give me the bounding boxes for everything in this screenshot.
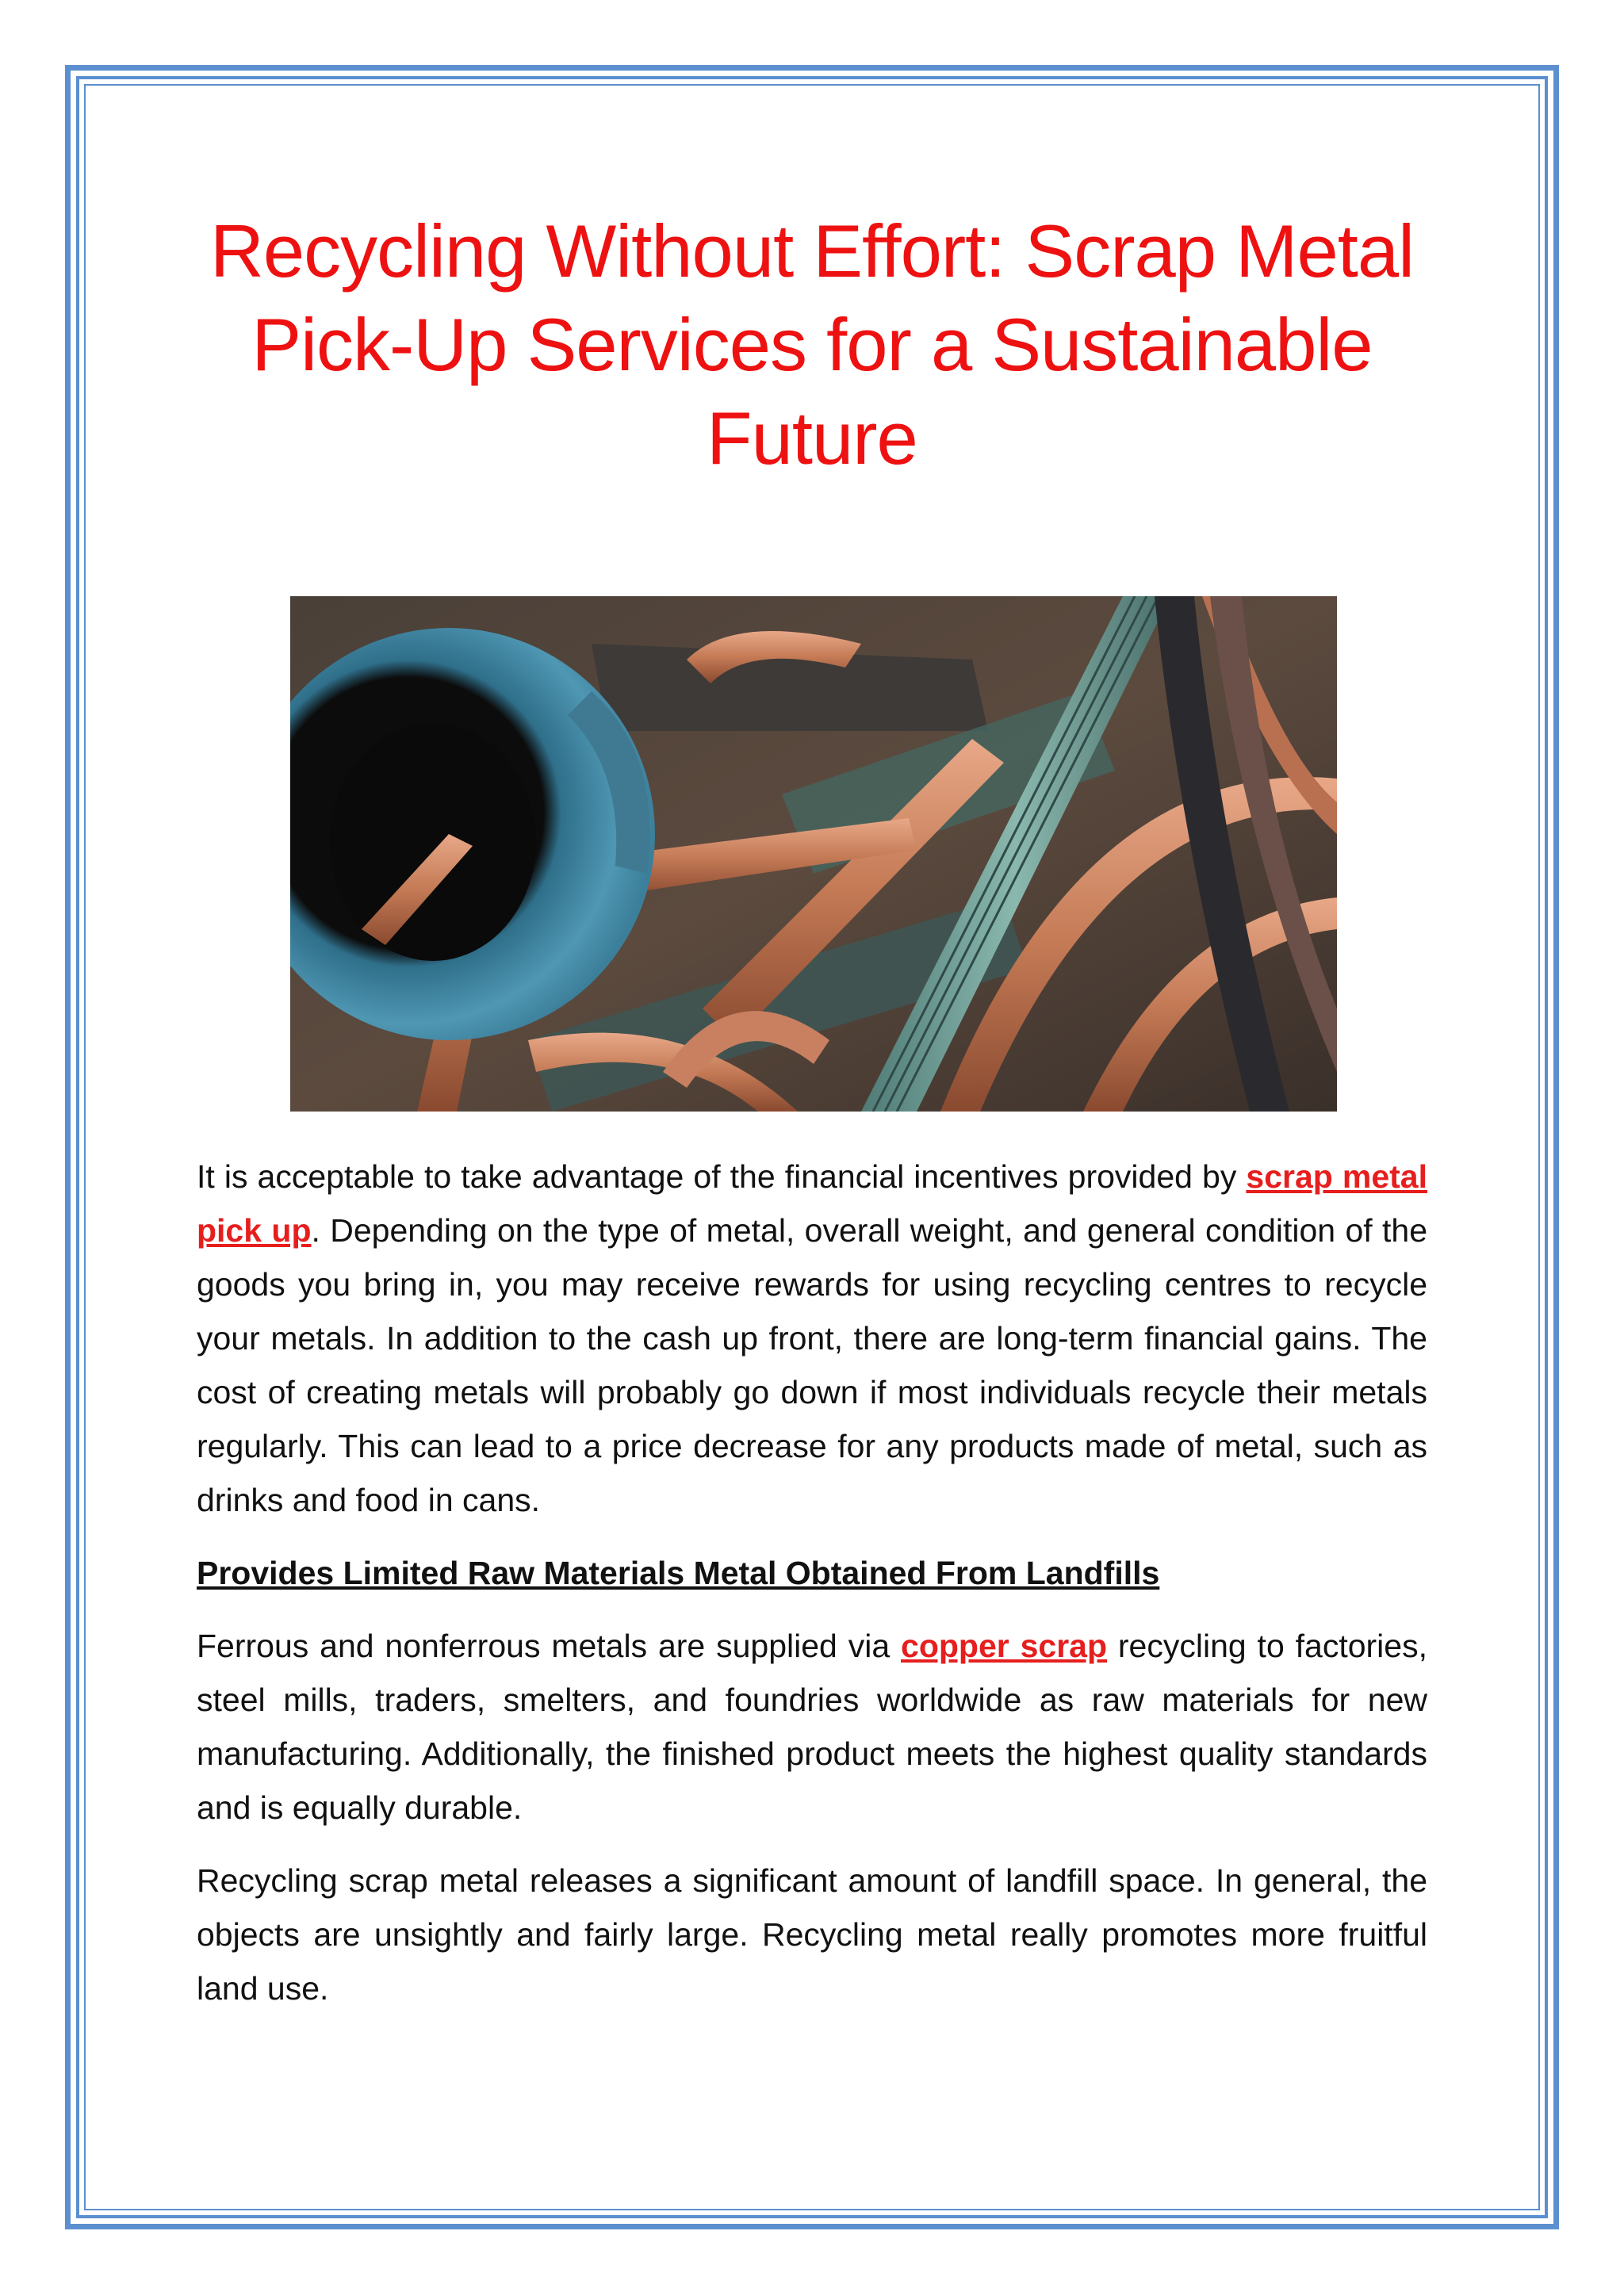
scrap-metal-pick-up-link[interactable]: scrap metal pick up <box>197 1158 1427 1249</box>
page-title: Recycling Without Effort: Scrap Metal Pick-Up Services for a Sustainable Future <box>209 209 1415 480</box>
raw-materials-paragraph: Ferrous and nonferrous metals are supplied via copper scrap recycling to factories, steel mills, traders, smelters, and foundries worldwide as raw materials for new manufacturing. Additionally, the finished product meets the highest quality standards and is equally durable. <box>197 1628 1427 1826</box>
copper-scrap-link[interactable]: copper scrap <box>901 1628 1108 1664</box>
article-body <box>197 1150 1427 2034</box>
section-heading: Provides Limited Raw Materials Metal Obtained From Landfills <box>197 1555 1160 1591</box>
intro-paragraph: It is acceptable to take advantage of the financial incentives provided by scrap metal pick up. Depending on the type of metal, overall weight, and general condition of the goods you bring in, you may receive rewards for using recycling centres to recycle your metals. In addition to the cash up front, there are long-term financial gains. The cost of creating metals will probably go down if most individuals recycle their metals regularly. This can lead to a price decrease for any products made of metal, such as drinks and food in cans. <box>197 1158 1428 1518</box>
scrap-metal-photo <box>290 596 1337 1112</box>
landfill-paragraph: Recycling scrap metal releases a significant amount of landfill space. In general, the objects are unsightly and fairly large. Recycling metal really promotes more fruitful land use. <box>197 1862 1427 2007</box>
